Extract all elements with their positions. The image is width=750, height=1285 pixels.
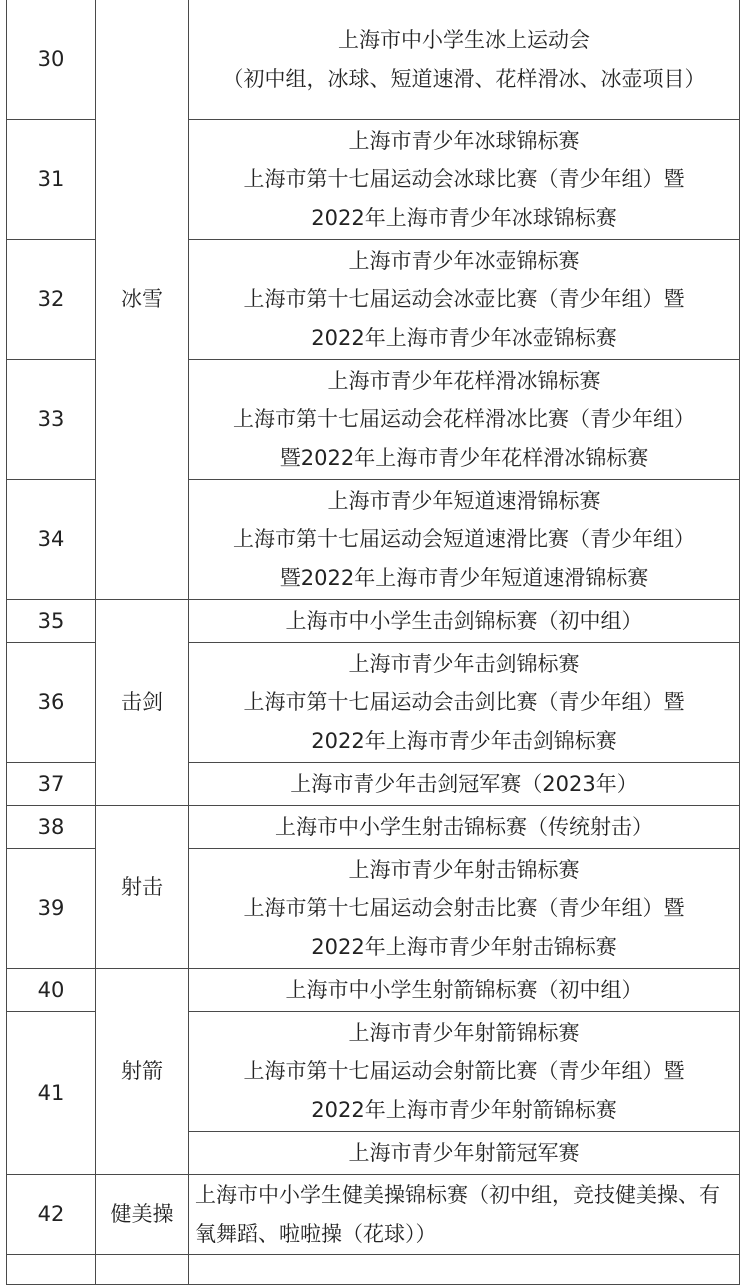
event-line: 2022年上海市青少年射箭锦标赛 <box>311 1097 617 1122</box>
event-line: 上海市中小学生射击锦标赛（传统射击） <box>275 814 653 839</box>
row-number: 39 <box>7 849 96 969</box>
event-line: 上海市第十七届运动会花样滑冰比赛（青少年组） <box>233 407 695 432</box>
event-line: 上海市第十七届运动会击剑比赛（青少年组）暨 <box>243 690 685 715</box>
table-row <box>7 600 740 643</box>
event-line: 上海市中小学生健美操锦标赛（初中组，竞技健美操、有氧舞蹈、啦啦操（花球）） <box>195 1183 720 1246</box>
event-line: 上海市第十七届运动会冰壶比赛（青少年组）暨 <box>243 287 685 312</box>
event-line: 上海市中小学生射箭锦标赛（初中组） <box>285 977 643 1002</box>
event-line: 2022年上海市青少年冰球锦标赛 <box>311 205 617 230</box>
row-number <box>7 1255 96 1285</box>
event-cell <box>189 1012 740 1132</box>
category-cell: 射击 <box>96 806 189 969</box>
row-number: 36 <box>7 643 96 763</box>
category-cell <box>96 1255 189 1285</box>
event-line: 上海市青少年冰球锦标赛 <box>348 128 580 153</box>
table-row <box>7 969 740 1012</box>
table-row <box>7 806 740 849</box>
row-number: 35 <box>7 600 96 643</box>
row-number: 41 <box>7 1012 96 1175</box>
event-cell <box>189 1255 740 1285</box>
event-cell <box>189 480 740 600</box>
event-cell <box>189 763 740 806</box>
event-cell <box>189 120 740 240</box>
event-line: 上海市第十七届运动会短道速滑比赛（青少年组） <box>233 527 695 552</box>
event-line: （初中组，冰球、短道速滑、花样滑冰、冰壶项目） <box>222 66 706 91</box>
row-number: 30 <box>7 0 96 120</box>
event-line: 上海市青少年击剑锦标赛 <box>348 651 580 676</box>
event-line: 上海市第十七届运动会冰球比赛（青少年组）暨 <box>243 167 685 192</box>
event-cell <box>189 0 740 120</box>
table-row <box>7 0 740 120</box>
event-cell <box>189 600 740 643</box>
table-row <box>7 1175 740 1255</box>
row-number: 37 <box>7 763 96 806</box>
event-line: 上海市青少年短道速滑锦标赛 <box>327 488 601 513</box>
event-cell <box>189 360 740 480</box>
event-cell <box>189 643 740 763</box>
table-row <box>7 1255 740 1285</box>
event-line: 暨2022年上海市青少年花样滑冰锦标赛 <box>279 445 649 470</box>
category-cell: 冰雪 <box>96 0 189 600</box>
event-line: 上海市青少年击剑冠军赛（2023年） <box>290 771 638 796</box>
event-line: 上海市第十七届运动会射箭比赛（青少年组）暨 <box>243 1059 685 1084</box>
event-line: 2022年上海市青少年射击锦标赛 <box>311 934 617 959</box>
event-line: 上海市第十七届运动会射击比赛（青少年组）暨 <box>243 896 685 921</box>
event-cell <box>189 969 740 1012</box>
event-line: 上海市青少年射击锦标赛 <box>348 857 580 882</box>
event-cell <box>189 240 740 360</box>
row-number: 42 <box>7 1175 96 1255</box>
row-number: 34 <box>7 480 96 600</box>
event-line: 上海市青少年射箭冠军赛 <box>348 1140 580 1165</box>
event-line: 2022年上海市青少年击剑锦标赛 <box>311 728 617 753</box>
row-number: 32 <box>7 240 96 360</box>
category-cell: 射箭 <box>96 969 189 1175</box>
competition-table <box>6 0 740 1285</box>
event-line: 上海市青少年射箭锦标赛 <box>348 1020 580 1045</box>
event-cell <box>189 1175 740 1255</box>
row-number: 31 <box>7 120 96 240</box>
event-line: 暨2022年上海市青少年短道速滑锦标赛 <box>279 565 649 590</box>
event-line: 上海市青少年冰壶锦标赛 <box>348 248 580 273</box>
event-line: 2022年上海市青少年冰壶锦标赛 <box>311 325 617 350</box>
event-cell <box>189 806 740 849</box>
row-number: 33 <box>7 360 96 480</box>
event-cell <box>189 1132 740 1175</box>
event-line: 上海市青少年花样滑冰锦标赛 <box>327 368 601 393</box>
event-cell <box>189 849 740 969</box>
row-number: 38 <box>7 806 96 849</box>
row-number: 40 <box>7 969 96 1012</box>
category-cell: 击剑 <box>96 600 189 806</box>
category-cell: 健美操 <box>96 1175 189 1255</box>
event-line: 上海市中小学生击剑锦标赛（初中组） <box>285 608 643 633</box>
event-line: 上海市中小学生冰上运动会 <box>338 28 590 52</box>
